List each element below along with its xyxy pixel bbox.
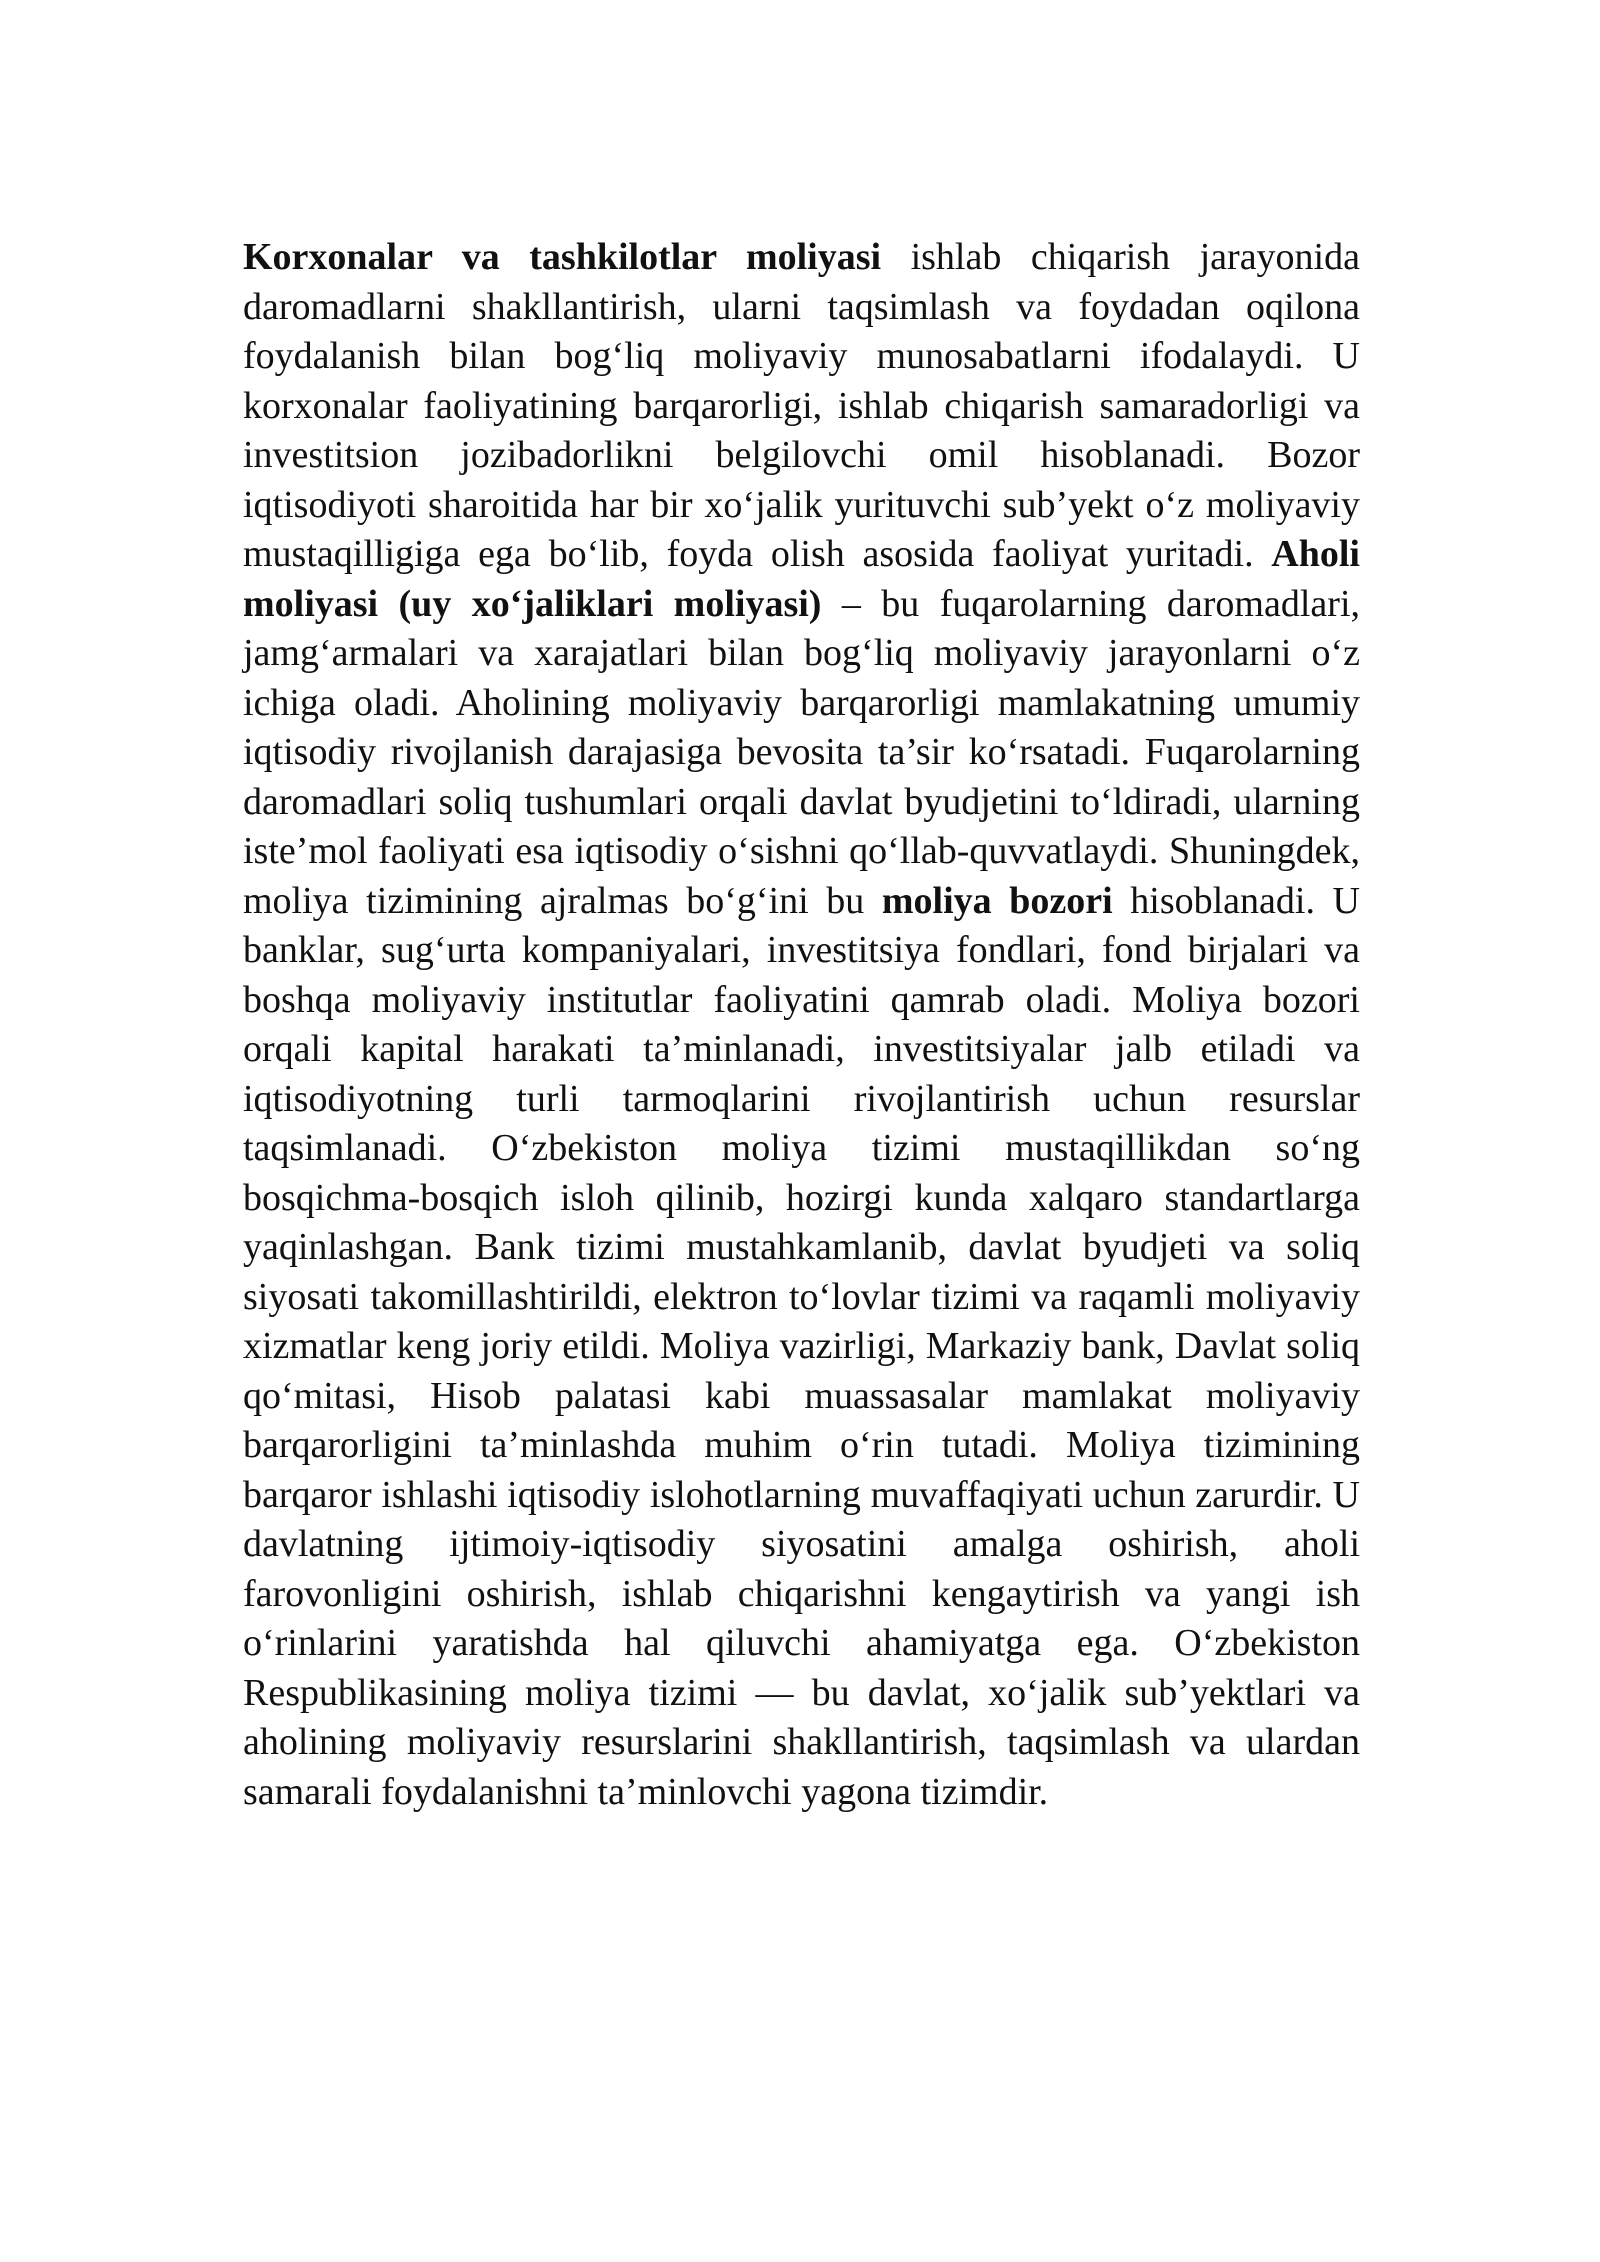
term-household-finance: Aholi moliyasi (uy xo‘jaliklari moliyasi) (243, 533, 1360, 625)
text-household-finance: – bu fuqarolarning daromadlari, jamg‘armalari va xarajatlari bilan bog‘liq moliyaviy jarayonlarni o‘z ichiga oladi. Aholining moliyaviy barqarorligi mamlakatning umumiy iqtisodiy rivojlanish darajasiga bevosita ta’sir ko‘rsatadi. Fuqarolarning daromadlari soliq tushumlari orqali davlat byudjetini to‘ldiradi, ularning iste’mol faoliyati esa iqtisodiy o‘sishni qo‘llab-quvvatlaydi. Shuningdek, moliya tizimining ajralmas bo‘g‘ini bu (243, 582, 1360, 922)
body-paragraph (243, 233, 1360, 1817)
term-financial-market: moliya bozori (881, 879, 1113, 922)
text-enterprise-finance: ishlab chiqarish jarayonida daromadlarni shakllantirish, ularni taqsimlash va foydadan oqilona foydalanish bilan bog‘liq moliyaviy munosabatlarni ifodalaydi. U korxonalar faoliyatining barqarorligi, ishlab chiqarish samaradorligi va investitsion jozibadorlikni belgilovchi omil hisoblanadi. Bozor iqtisodiyoti sharoitida har bir xo‘jalik yurituvchi sub’yekt o‘z moliyaviy mustaqilligiga ega bo‘lib, foyda olish asosida faoliyat yuritadi. (243, 236, 1360, 575)
term-enterprise-finance: Korxonalar va tashkilotlar moliyasi (243, 236, 882, 278)
text-financial-market: hisoblanadi. U banklar, sug‘urta kompaniyalari, investitsiya fondlari, fond birjalari va boshqa moliyaviy institutlar faoliyatini qamrab oladi. Moliya bozori orqali kapital harakati ta’minlanadi, investitsiyalar jalb etiladi va iqtisodiyotning turli tarmoqlarini rivojlantirish uchun resurslar taqsimlanadi. O‘zbekiston moliya tizimi mustaqillikdan so‘ng bosqichma-bosqich isloh qilinib, hozirgi kunda xalqaro standartlarga yaqinlashgan. Bank tizimi mustahkamlanib, davlat byudjeti va soliq siyosati takomillashtirildi, elektron to‘lovlar tizimi va raqamli moliyaviy xizmatlar keng joriy etildi. Moliya vazirligi, Markaziy bank, Davlat soliq qo‘mitasi, Hisob palatasi kabi muassasalar mamlakat moliyaviy barqarorligini ta’minlashda muhim o‘rin tutadi. Moliya tizimining barqaror ishlashi iqtisodiy islohotlarning muvaffaqiyati uchun zarurdir. U davlatning ijtimoiy-iqtisodiy siyosatini amalga oshirish, aholi farovonligini oshirish, ishlab chiqarishni kengaytirish va yangi ish o‘rinlarini yaratishda hal qiluvchi ahamiyatga ega. O‘zbekiston Respublikasining moliya tizimi — bu davlat, xo‘jalik sub’yektlari va aholining moliyaviy resurslarini shakllantirish, taqsimlash va ulardan samarali foydalanishni ta’minlovchi yagona tizimdir. (243, 879, 1360, 1813)
